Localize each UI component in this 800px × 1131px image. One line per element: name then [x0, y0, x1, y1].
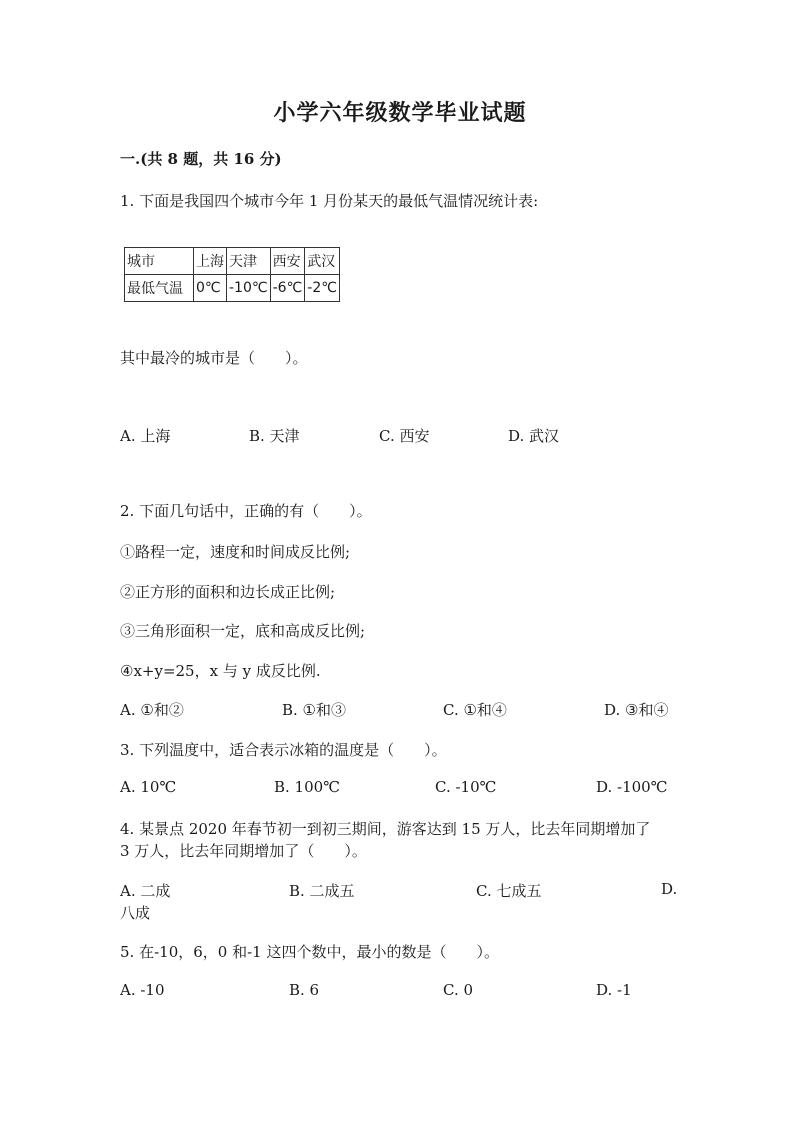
table-cell: 西安 [270, 248, 305, 275]
option-d[interactable]: D. [661, 880, 678, 898]
option-d[interactable]: D. -1 [596, 981, 632, 999]
table-cell: 城市 [125, 248, 194, 275]
q2-statement: ②正方形的面积和边长成正比例; [120, 583, 336, 601]
option-a[interactable]: A. -10 [120, 981, 165, 999]
q4-stem-line1: 4. 某景点 2020 年春节初一到初三期间，游客达到 15 万人，比去年同期增加了 [120, 820, 651, 838]
q1-question: 其中最冷的城市是（ ）。 [120, 349, 308, 367]
table-cell: 武汉 [305, 248, 340, 275]
option-a[interactable]: A. ①和② [120, 701, 184, 719]
table-cell: 0℃ [194, 275, 227, 302]
q2-statement: ③三角形面积一定，底和高成反比例; [120, 622, 366, 640]
table-cell: 上海 [194, 248, 227, 275]
table-cell: 最低气温 [125, 275, 194, 302]
q1-stem: 1. 下面是我国四个城市今年 1 月份某天的最低气温情况统计表: [120, 192, 539, 210]
page-title: 小学六年级数学毕业试题 [273, 100, 527, 126]
section-heading: 一.(共 8 题，共 16 分) [120, 150, 282, 168]
option-c[interactable]: C. -10℃ [435, 778, 497, 796]
option-b[interactable]: B. 6 [289, 981, 320, 999]
option-c[interactable]: C. 西安 [379, 427, 430, 445]
table-header-row [125, 248, 340, 275]
option-c[interactable]: C. ①和④ [443, 701, 507, 719]
q2-statement: ①路程一定，速度和时间成反比例; [120, 543, 351, 561]
option-b[interactable]: B. 100℃ [274, 778, 340, 796]
option-b[interactable]: B. 二成五 [289, 882, 355, 900]
option-b[interactable]: B. ①和③ [282, 701, 347, 719]
table-cell: 天津 [227, 248, 271, 275]
q5-stem: 5. 在-10，6，0 和-1 这四个数中，最小的数是（ ）。 [120, 943, 499, 961]
option-a[interactable]: A. 上海 [120, 427, 171, 445]
temperature-table [124, 247, 340, 302]
table-cell: -2℃ [305, 275, 340, 302]
option-d[interactable]: D. ③和④ [604, 701, 669, 719]
option-c[interactable]: C. 七成五 [476, 882, 542, 900]
option-d-wrap[interactable]: 八成 [120, 904, 151, 922]
q4-stem-line2: 3 万人，比去年同期增加了（ ）。 [120, 842, 367, 860]
option-a[interactable]: A. 二成 [120, 882, 171, 900]
q2-stem: 2. 下面几句话中，正确的有（ ）。 [120, 502, 372, 520]
option-b[interactable]: B. 天津 [249, 427, 300, 445]
option-d[interactable]: D. 武汉 [508, 427, 560, 445]
option-a[interactable]: A. 10℃ [120, 778, 177, 796]
q3-stem: 3. 下列温度中，适合表示冰箱的温度是（ ）。 [120, 741, 447, 759]
q2-statement: ④x+y=25，x 与 y 成反比例. [120, 662, 321, 680]
table-cell: -10℃ [227, 275, 271, 302]
option-d[interactable]: D. -100℃ [596, 778, 668, 796]
table-row [125, 275, 340, 302]
option-c[interactable]: C. 0 [443, 981, 474, 999]
table-cell: -6℃ [270, 275, 305, 302]
